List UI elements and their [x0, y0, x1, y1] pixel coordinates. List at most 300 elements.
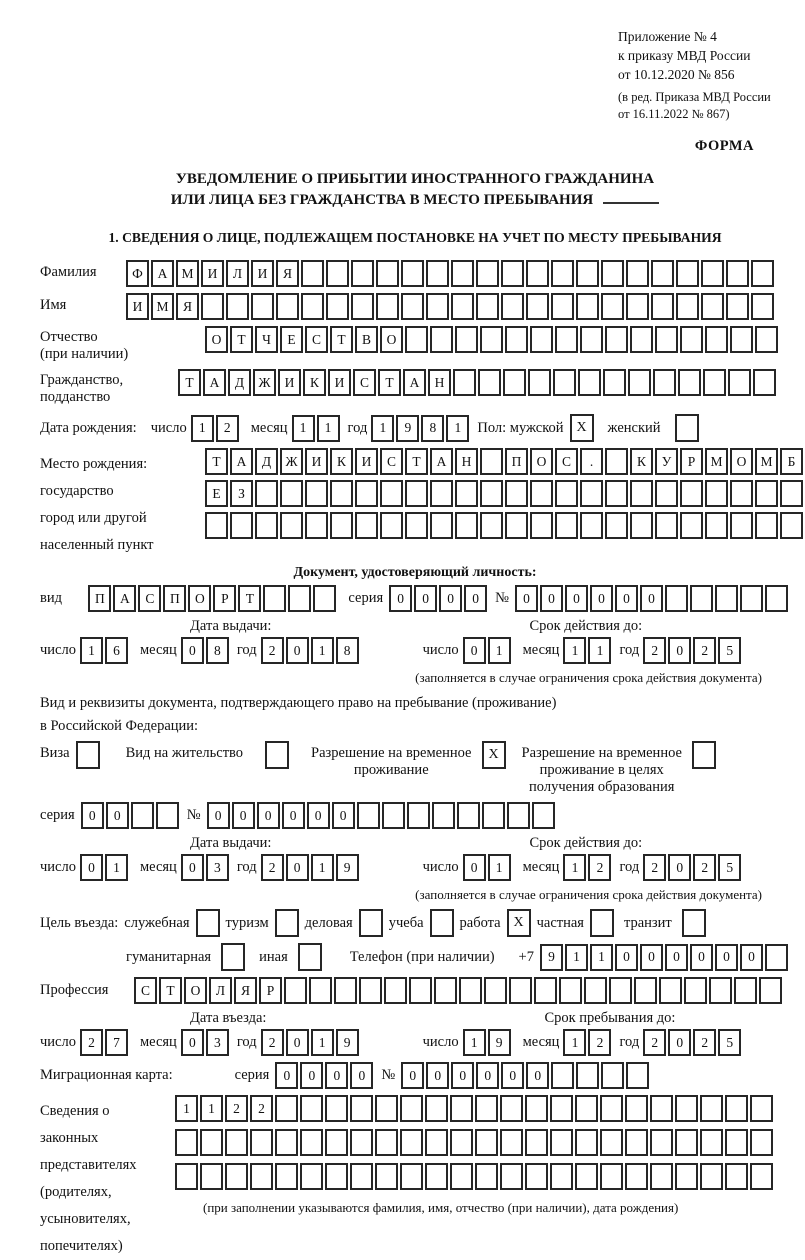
char-cell[interactable]: О [380, 326, 403, 353]
char-cell[interactable] [659, 977, 682, 1004]
char-cell[interactable]: 1 [311, 637, 334, 664]
char-cell[interactable]: 0 [451, 1062, 474, 1089]
char-cell[interactable]: Т [178, 369, 201, 396]
char-cell[interactable] [576, 293, 599, 320]
char-cell[interactable]: 0 [476, 1062, 499, 1089]
char-cell[interactable]: И [251, 260, 274, 287]
char-cell[interactable] [580, 326, 603, 353]
char-cell[interactable]: О [184, 977, 207, 1004]
char-cell[interactable] [550, 1163, 573, 1190]
char-cell[interactable] [750, 1129, 773, 1156]
char-cell[interactable] [425, 1129, 448, 1156]
char-cell[interactable] [578, 369, 601, 396]
char-cell[interactable] [263, 585, 286, 612]
char-cell[interactable]: И [278, 369, 301, 396]
char-cell[interactable]: 0 [332, 802, 355, 829]
char-cell[interactable] [765, 585, 788, 612]
char-cell[interactable] [728, 369, 751, 396]
char-cell[interactable]: 9 [336, 854, 359, 881]
char-cell[interactable] [625, 1095, 648, 1122]
char-cell[interactable] [553, 369, 576, 396]
char-cell[interactable] [200, 1129, 223, 1156]
purpose-business-checkbox[interactable] [359, 909, 383, 937]
char-cell[interactable]: А [403, 369, 426, 396]
char-cell[interactable] [734, 977, 757, 1004]
char-cell[interactable] [457, 802, 480, 829]
char-cell[interactable]: 0 [463, 637, 486, 664]
char-cell[interactable]: П [505, 448, 528, 475]
char-cell[interactable]: . [580, 448, 603, 475]
char-cell[interactable] [725, 1095, 748, 1122]
char-cell[interactable]: 0 [740, 944, 763, 971]
char-cell[interactable] [201, 293, 224, 320]
char-cell[interactable]: З [230, 480, 253, 507]
char-cell[interactable] [650, 1129, 673, 1156]
char-cell[interactable]: 0 [640, 944, 663, 971]
char-cell[interactable] [600, 1129, 623, 1156]
char-cell[interactable] [500, 1163, 523, 1190]
char-cell[interactable] [555, 326, 578, 353]
char-cell[interactable] [700, 1129, 723, 1156]
char-cell[interactable] [505, 480, 528, 507]
char-cell[interactable]: 1 [175, 1095, 198, 1122]
char-cell[interactable]: И [355, 448, 378, 475]
char-cell[interactable] [480, 326, 503, 353]
char-cell[interactable]: 0 [526, 1062, 549, 1089]
char-cell[interactable]: И [201, 260, 224, 287]
char-cell[interactable]: 2 [216, 415, 239, 442]
char-cell[interactable]: Т [405, 448, 428, 475]
char-cell[interactable] [680, 512, 703, 539]
visa-checkbox[interactable] [76, 741, 100, 769]
char-cell[interactable] [156, 802, 179, 829]
char-cell[interactable]: 5 [718, 1029, 741, 1056]
char-cell[interactable] [630, 512, 653, 539]
char-cell[interactable] [482, 802, 505, 829]
char-cell[interactable]: 0 [401, 1062, 424, 1089]
char-cell[interactable] [476, 260, 499, 287]
char-cell[interactable]: Т [205, 448, 228, 475]
char-cell[interactable]: А [203, 369, 226, 396]
char-cell[interactable] [288, 585, 311, 612]
char-cell[interactable] [740, 585, 763, 612]
char-cell[interactable] [709, 977, 732, 1004]
char-cell[interactable] [780, 512, 803, 539]
char-cell[interactable] [700, 1095, 723, 1122]
char-cell[interactable] [384, 977, 407, 1004]
char-cell[interactable] [730, 480, 753, 507]
char-cell[interactable]: Т [238, 585, 261, 612]
sex-male-checkbox[interactable]: X [570, 414, 594, 442]
char-cell[interactable]: Е [205, 480, 228, 507]
char-cell[interactable]: С [134, 977, 157, 1004]
char-cell[interactable] [350, 1129, 373, 1156]
char-cell[interactable] [200, 1163, 223, 1190]
char-cell[interactable]: 0 [181, 854, 204, 881]
char-cell[interactable]: 2 [588, 854, 611, 881]
char-cell[interactable] [359, 977, 382, 1004]
char-cell[interactable] [205, 512, 228, 539]
char-cell[interactable] [605, 326, 628, 353]
char-cell[interactable] [250, 1129, 273, 1156]
char-cell[interactable] [625, 1129, 648, 1156]
char-cell[interactable] [551, 1062, 574, 1089]
char-cell[interactable]: 2 [250, 1095, 273, 1122]
char-cell[interactable]: Л [226, 260, 249, 287]
char-cell[interactable]: И [305, 448, 328, 475]
char-cell[interactable] [575, 1095, 598, 1122]
char-cell[interactable]: 0 [615, 944, 638, 971]
char-cell[interactable]: 0 [640, 585, 663, 612]
char-cell[interactable]: 0 [232, 802, 255, 829]
char-cell[interactable] [701, 293, 724, 320]
char-cell[interactable] [676, 293, 699, 320]
char-cell[interactable] [475, 1129, 498, 1156]
char-cell[interactable] [555, 512, 578, 539]
char-cell[interactable] [550, 1095, 573, 1122]
char-cell[interactable] [676, 260, 699, 287]
char-cell[interactable] [405, 326, 428, 353]
char-cell[interactable] [575, 1163, 598, 1190]
char-cell[interactable] [684, 977, 707, 1004]
char-cell[interactable]: 1 [371, 415, 394, 442]
char-cell[interactable]: 0 [668, 637, 691, 664]
char-cell[interactable] [330, 512, 353, 539]
char-cell[interactable] [584, 977, 607, 1004]
char-cell[interactable]: 0 [325, 1062, 348, 1089]
char-cell[interactable]: П [163, 585, 186, 612]
char-cell[interactable]: И [126, 293, 149, 320]
char-cell[interactable] [576, 1062, 599, 1089]
char-cell[interactable]: 8 [336, 637, 359, 664]
char-cell[interactable] [453, 369, 476, 396]
char-cell[interactable] [430, 512, 453, 539]
char-cell[interactable]: 1 [588, 637, 611, 664]
char-cell[interactable] [255, 512, 278, 539]
char-cell[interactable] [380, 480, 403, 507]
char-cell[interactable] [575, 1129, 598, 1156]
char-cell[interactable]: А [151, 260, 174, 287]
char-cell[interactable]: О [205, 326, 228, 353]
char-cell[interactable] [726, 293, 749, 320]
char-cell[interactable] [650, 1163, 673, 1190]
char-cell[interactable]: 3 [206, 854, 229, 881]
char-cell[interactable] [703, 369, 726, 396]
char-cell[interactable]: Е [280, 326, 303, 353]
char-cell[interactable] [376, 293, 399, 320]
char-cell[interactable] [330, 480, 353, 507]
char-cell[interactable]: 1 [446, 415, 469, 442]
char-cell[interactable] [532, 802, 555, 829]
char-cell[interactable] [305, 512, 328, 539]
char-cell[interactable] [700, 1163, 723, 1190]
char-cell[interactable] [301, 293, 324, 320]
char-cell[interactable]: 2 [225, 1095, 248, 1122]
char-cell[interactable] [400, 1095, 423, 1122]
char-cell[interactable] [634, 977, 657, 1004]
char-cell[interactable] [600, 1163, 623, 1190]
char-cell[interactable] [626, 260, 649, 287]
char-cell[interactable]: К [303, 369, 326, 396]
char-cell[interactable]: 8 [421, 415, 444, 442]
char-cell[interactable] [755, 326, 778, 353]
char-cell[interactable] [450, 1129, 473, 1156]
char-cell[interactable] [655, 326, 678, 353]
char-cell[interactable] [503, 369, 526, 396]
char-cell[interactable] [501, 260, 524, 287]
char-cell[interactable]: 0 [300, 1062, 323, 1089]
purpose-transit-checkbox[interactable] [682, 909, 706, 937]
char-cell[interactable]: М [176, 260, 199, 287]
char-cell[interactable] [650, 1095, 673, 1122]
char-cell[interactable] [357, 802, 380, 829]
char-cell[interactable]: О [730, 448, 753, 475]
char-cell[interactable]: Т [159, 977, 182, 1004]
char-cell[interactable]: 0 [207, 802, 230, 829]
char-cell[interactable]: 9 [540, 944, 563, 971]
char-cell[interactable] [726, 260, 749, 287]
char-cell[interactable] [605, 448, 628, 475]
char-cell[interactable] [705, 480, 728, 507]
temp-residence-checkbox[interactable]: X [482, 741, 506, 769]
char-cell[interactable]: 9 [336, 1029, 359, 1056]
char-cell[interactable] [759, 977, 782, 1004]
char-cell[interactable] [559, 977, 582, 1004]
char-cell[interactable]: У [655, 448, 678, 475]
char-cell[interactable]: 2 [643, 1029, 666, 1056]
char-cell[interactable] [382, 802, 405, 829]
char-cell[interactable] [600, 1095, 623, 1122]
char-cell[interactable]: 9 [396, 415, 419, 442]
char-cell[interactable]: 1 [590, 944, 613, 971]
char-cell[interactable] [701, 260, 724, 287]
char-cell[interactable]: Ж [253, 369, 276, 396]
char-cell[interactable] [730, 512, 753, 539]
char-cell[interactable]: 0 [389, 585, 412, 612]
char-cell[interactable]: 1 [292, 415, 315, 442]
char-cell[interactable] [131, 802, 154, 829]
char-cell[interactable]: 0 [615, 585, 638, 612]
char-cell[interactable]: 1 [563, 854, 586, 881]
char-cell[interactable] [628, 369, 651, 396]
char-cell[interactable]: 0 [81, 802, 104, 829]
char-cell[interactable] [451, 260, 474, 287]
char-cell[interactable] [680, 326, 703, 353]
char-cell[interactable] [555, 480, 578, 507]
char-cell[interactable] [351, 293, 374, 320]
char-cell[interactable] [325, 1095, 348, 1122]
char-cell[interactable] [313, 585, 336, 612]
char-cell[interactable]: 2 [261, 637, 284, 664]
char-cell[interactable] [407, 802, 430, 829]
temp-edu-checkbox[interactable] [692, 741, 716, 769]
char-cell[interactable] [655, 480, 678, 507]
char-cell[interactable]: 1 [563, 637, 586, 664]
char-cell[interactable]: 7 [105, 1029, 128, 1056]
char-cell[interactable]: 0 [257, 802, 280, 829]
char-cell[interactable] [705, 326, 728, 353]
char-cell[interactable]: А [430, 448, 453, 475]
char-cell[interactable] [230, 512, 253, 539]
char-cell[interactable] [605, 512, 628, 539]
char-cell[interactable]: Д [228, 369, 251, 396]
char-cell[interactable] [375, 1163, 398, 1190]
char-cell[interactable] [625, 1163, 648, 1190]
char-cell[interactable]: Р [213, 585, 236, 612]
char-cell[interactable] [450, 1095, 473, 1122]
char-cell[interactable]: Я [234, 977, 257, 1004]
char-cell[interactable]: Т [378, 369, 401, 396]
char-cell[interactable] [475, 1095, 498, 1122]
char-cell[interactable] [765, 944, 788, 971]
char-cell[interactable] [725, 1129, 748, 1156]
char-cell[interactable] [250, 1163, 273, 1190]
char-cell[interactable] [580, 480, 603, 507]
char-cell[interactable]: К [330, 448, 353, 475]
char-cell[interactable] [705, 512, 728, 539]
char-cell[interactable] [505, 512, 528, 539]
char-cell[interactable]: 1 [463, 1029, 486, 1056]
char-cell[interactable] [451, 293, 474, 320]
char-cell[interactable]: 9 [488, 1029, 511, 1056]
char-cell[interactable] [507, 802, 530, 829]
char-cell[interactable]: С [555, 448, 578, 475]
char-cell[interactable]: 0 [690, 944, 713, 971]
char-cell[interactable] [400, 1163, 423, 1190]
char-cell[interactable]: 1 [317, 415, 340, 442]
char-cell[interactable] [401, 260, 424, 287]
char-cell[interactable] [309, 977, 332, 1004]
char-cell[interactable] [426, 293, 449, 320]
char-cell[interactable]: 0 [181, 1029, 204, 1056]
char-cell[interactable] [651, 293, 674, 320]
char-cell[interactable]: С [380, 448, 403, 475]
char-cell[interactable] [280, 480, 303, 507]
char-cell[interactable] [251, 293, 274, 320]
char-cell[interactable]: А [113, 585, 136, 612]
char-cell[interactable]: 1 [563, 1029, 586, 1056]
char-cell[interactable]: 0 [464, 585, 487, 612]
char-cell[interactable] [525, 1129, 548, 1156]
char-cell[interactable] [528, 369, 551, 396]
char-cell[interactable]: 0 [80, 854, 103, 881]
purpose-private-checkbox[interactable] [590, 909, 614, 937]
char-cell[interactable] [405, 480, 428, 507]
char-cell[interactable] [375, 1129, 398, 1156]
char-cell[interactable]: Ф [126, 260, 149, 287]
char-cell[interactable] [609, 977, 632, 1004]
char-cell[interactable] [601, 1062, 624, 1089]
char-cell[interactable] [751, 260, 774, 287]
char-cell[interactable] [426, 260, 449, 287]
char-cell[interactable] [325, 1163, 348, 1190]
char-cell[interactable] [275, 1163, 298, 1190]
char-cell[interactable] [350, 1163, 373, 1190]
char-cell[interactable] [725, 1163, 748, 1190]
char-cell[interactable] [400, 1129, 423, 1156]
char-cell[interactable]: О [530, 448, 553, 475]
char-cell[interactable] [480, 448, 503, 475]
char-cell[interactable]: Д [255, 448, 278, 475]
char-cell[interactable] [630, 480, 653, 507]
char-cell[interactable] [480, 512, 503, 539]
char-cell[interactable] [580, 512, 603, 539]
char-cell[interactable] [751, 293, 774, 320]
char-cell[interactable] [275, 1129, 298, 1156]
char-cell[interactable]: 2 [261, 854, 284, 881]
char-cell[interactable]: Ж [280, 448, 303, 475]
char-cell[interactable] [409, 977, 432, 1004]
char-cell[interactable]: М [151, 293, 174, 320]
char-cell[interactable] [325, 1129, 348, 1156]
char-cell[interactable] [576, 260, 599, 287]
char-cell[interactable] [300, 1163, 323, 1190]
char-cell[interactable]: 0 [286, 637, 309, 664]
char-cell[interactable]: 0 [463, 854, 486, 881]
char-cell[interactable] [300, 1129, 323, 1156]
char-cell[interactable]: 3 [206, 1029, 229, 1056]
char-cell[interactable]: 0 [668, 1029, 691, 1056]
char-cell[interactable]: 0 [665, 944, 688, 971]
char-cell[interactable] [450, 1163, 473, 1190]
char-cell[interactable] [480, 480, 503, 507]
sex-female-checkbox[interactable] [675, 414, 699, 442]
char-cell[interactable] [626, 293, 649, 320]
char-cell[interactable]: 0 [181, 637, 204, 664]
char-cell[interactable] [276, 293, 299, 320]
char-cell[interactable] [455, 480, 478, 507]
char-cell[interactable]: О [188, 585, 211, 612]
purpose-humanitarian-checkbox[interactable] [221, 943, 245, 971]
char-cell[interactable]: 1 [200, 1095, 223, 1122]
char-cell[interactable] [350, 1095, 373, 1122]
char-cell[interactable] [678, 369, 701, 396]
char-cell[interactable] [653, 369, 676, 396]
purpose-study-checkbox[interactable] [430, 909, 454, 937]
char-cell[interactable]: 0 [540, 585, 563, 612]
char-cell[interactable]: М [705, 448, 728, 475]
char-cell[interactable]: Р [680, 448, 703, 475]
char-cell[interactable]: Я [176, 293, 199, 320]
char-cell[interactable]: Л [209, 977, 232, 1004]
char-cell[interactable]: 1 [80, 637, 103, 664]
char-cell[interactable] [484, 977, 507, 1004]
char-cell[interactable] [305, 480, 328, 507]
char-cell[interactable] [225, 1129, 248, 1156]
char-cell[interactable]: С [305, 326, 328, 353]
char-cell[interactable]: 1 [311, 854, 334, 881]
char-cell[interactable] [355, 512, 378, 539]
char-cell[interactable] [326, 293, 349, 320]
char-cell[interactable] [601, 293, 624, 320]
char-cell[interactable]: 1 [105, 854, 128, 881]
char-cell[interactable]: К [630, 448, 653, 475]
char-cell[interactable]: 0 [307, 802, 330, 829]
char-cell[interactable] [475, 1163, 498, 1190]
char-cell[interactable] [526, 260, 549, 287]
char-cell[interactable] [603, 369, 626, 396]
char-cell[interactable]: 2 [643, 637, 666, 664]
char-cell[interactable]: 0 [282, 802, 305, 829]
char-cell[interactable] [225, 1163, 248, 1190]
char-cell[interactable] [626, 1062, 649, 1089]
char-cell[interactable]: 0 [715, 944, 738, 971]
char-cell[interactable] [755, 480, 778, 507]
char-cell[interactable] [455, 326, 478, 353]
char-cell[interactable]: 5 [718, 854, 741, 881]
char-cell[interactable] [675, 1095, 698, 1122]
residence-permit-checkbox[interactable] [265, 741, 289, 769]
